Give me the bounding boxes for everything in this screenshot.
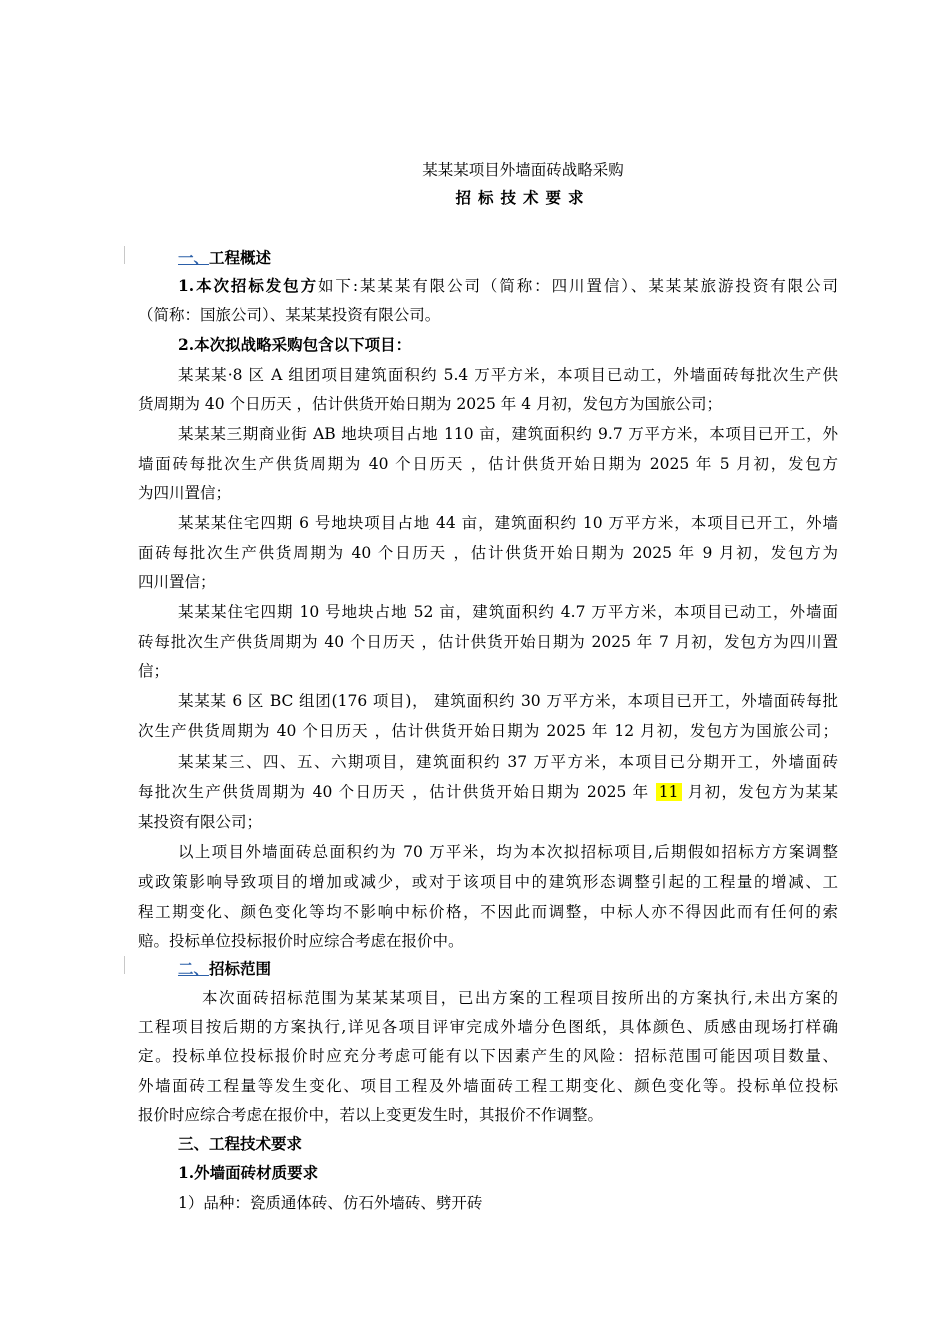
paragraph-line: 某某某 6 区 BC 组团(176 项目)， 建筑面积约 30 万平方米，本项目已开工，外墙面砖每批 <box>178 692 838 710</box>
text-run: 每批次生产供货周期为 40 个日历天 ，估计供货开始日期为 2025 年 <box>138 783 650 801</box>
paragraph-line: 以上项目外墙面砖总面积约为 70 万平米，均为本次拟招标项目,后期假如招标方方案调整 <box>178 843 838 861</box>
paragraph-line: 某某某·8 区 A 组团项目建筑面积约 5.4 万平方米，本项目已动工，外墙面砖每批次生产供 <box>178 366 838 384</box>
document-subtitle: 招标技术要求 <box>455 188 591 207</box>
paragraph-line: 货周期为 40 个日历天 ，估计供货开始日期为 2025 年 4 月初，发包方为国旅公司； <box>138 395 723 413</box>
text-run: 月初，发包方为某某 <box>687 783 838 801</box>
document-title: 某某某项目外墙面砖战略采购 <box>422 161 624 179</box>
highlighted-month: 11 <box>656 783 682 801</box>
paragraph-line: 某某某三期商业街 AB 地块项目占地 110 亩，建筑面积约 9.7 万平方米，本项目已开工，外 <box>178 425 838 443</box>
issuer-label: 1.本次招标发包方 <box>178 276 319 295</box>
paragraph-line: （简称：国旅公司）、某某某投资有限公司。 <box>138 306 441 324</box>
paragraph-line: 信； <box>138 662 170 680</box>
paragraph-line: 为四川置信； <box>138 484 232 502</box>
paragraph-line: 本次面砖招标范围为某某某项目，已出方案的工程项目按所出的方案执行,未出方案的 <box>202 989 838 1007</box>
section-1-title: 工程概述 <box>209 248 272 267</box>
paragraph-line: 某某某三、四、五、六期项目，建筑面积约 37 万平方米，本项目已分期开工，外墙面砖 <box>178 753 838 771</box>
section-1-heading <box>178 248 838 268</box>
paragraph-line: 某某某住宅四期 10 号地块占地 52 亩，建筑面积约 4.7 万平方米，本项目已动工，外墙面 <box>178 603 838 621</box>
paragraph-line: 或政策影响导致项目的增加或减少，或对于该项目中的建筑形态调整引起的工程量的增减、工 <box>138 873 838 891</box>
paragraph-line: 砖每批次生产供货周期为 40 个日历天 ，估计供货开始日期为 2025 年 7 月初，发包方为四川置 <box>138 633 838 651</box>
subheading: 2.本次拟战略采购包含以下项目： <box>178 335 412 354</box>
paragraph-line: 外墙面砖工程量等发生变化、项目工程及外墙面砖工程工期变化、颜色变化等。投标单位投标 <box>138 1077 838 1095</box>
list-item: 1）品种：瓷质通体砖、仿石外墙砖、劈开砖 <box>178 1194 483 1212</box>
section-marker <box>124 246 125 264</box>
section-1-number: 一、 <box>178 248 210 267</box>
paragraph-line: 程工期变化、颜色变化等均不影响中标价格，不因此而调整，中标人亦不得因此而有任何的索 <box>138 903 838 921</box>
issuer-text: 如下:某某某有限公司（简称：四川置信）、某某某旅游投资有限公司 <box>318 277 838 295</box>
section-2-number: 二、 <box>178 959 210 978</box>
subheading: 1.外墙面砖材质要求 <box>178 1163 319 1182</box>
paragraph-line: 面砖每批次生产供货周期为 40 个日历天 ，估计供货开始日期为 2025 年 9 月初，发包方为 <box>138 544 838 562</box>
section-2-heading <box>178 959 838 979</box>
section-3-heading: 三、工程技术要求 <box>178 1134 303 1153</box>
paragraph-line: 墙面砖每批次生产供货周期为 40 个日历天 ，估计供货开始日期为 2025 年 5 月初，发包方 <box>138 455 838 473</box>
paragraph-line: 某投资有限公司； <box>138 813 263 831</box>
paragraph-line <box>138 782 838 802</box>
paragraph-line: 某某某住宅四期 6 号地块项目占地 44 亩，建筑面积约 10 万平方米，本项目已开工，外墙 <box>178 514 838 532</box>
paragraph-line <box>178 276 838 296</box>
paragraph-line: 次生产供货周期为 40 个日历天 ，估计供货开始日期为 2025 年 12 月初，发包方为国旅公司； <box>138 722 838 740</box>
paragraph-line: 四川置信； <box>138 573 216 591</box>
paragraph-line: 工程项目按后期的方案执行,详见各项目评审完成外墙分色图纸，具体颜色、质感由现场打样确 <box>138 1018 838 1036</box>
paragraph-line: 赔。投标单位投标报价时应综合考虑在报价中。 <box>138 932 464 950</box>
paragraph-line: 报价时应综合考虑在报价中，若以上变更发生时，其报价不作调整。 <box>138 1106 604 1124</box>
section-marker <box>124 956 125 974</box>
section-2-title: 招标范围 <box>209 959 272 978</box>
paragraph-line: 定。投标单位投标报价时应充分考虑可能有以下因素产生的风险：招标范围可能因项目数量、 <box>138 1047 838 1065</box>
